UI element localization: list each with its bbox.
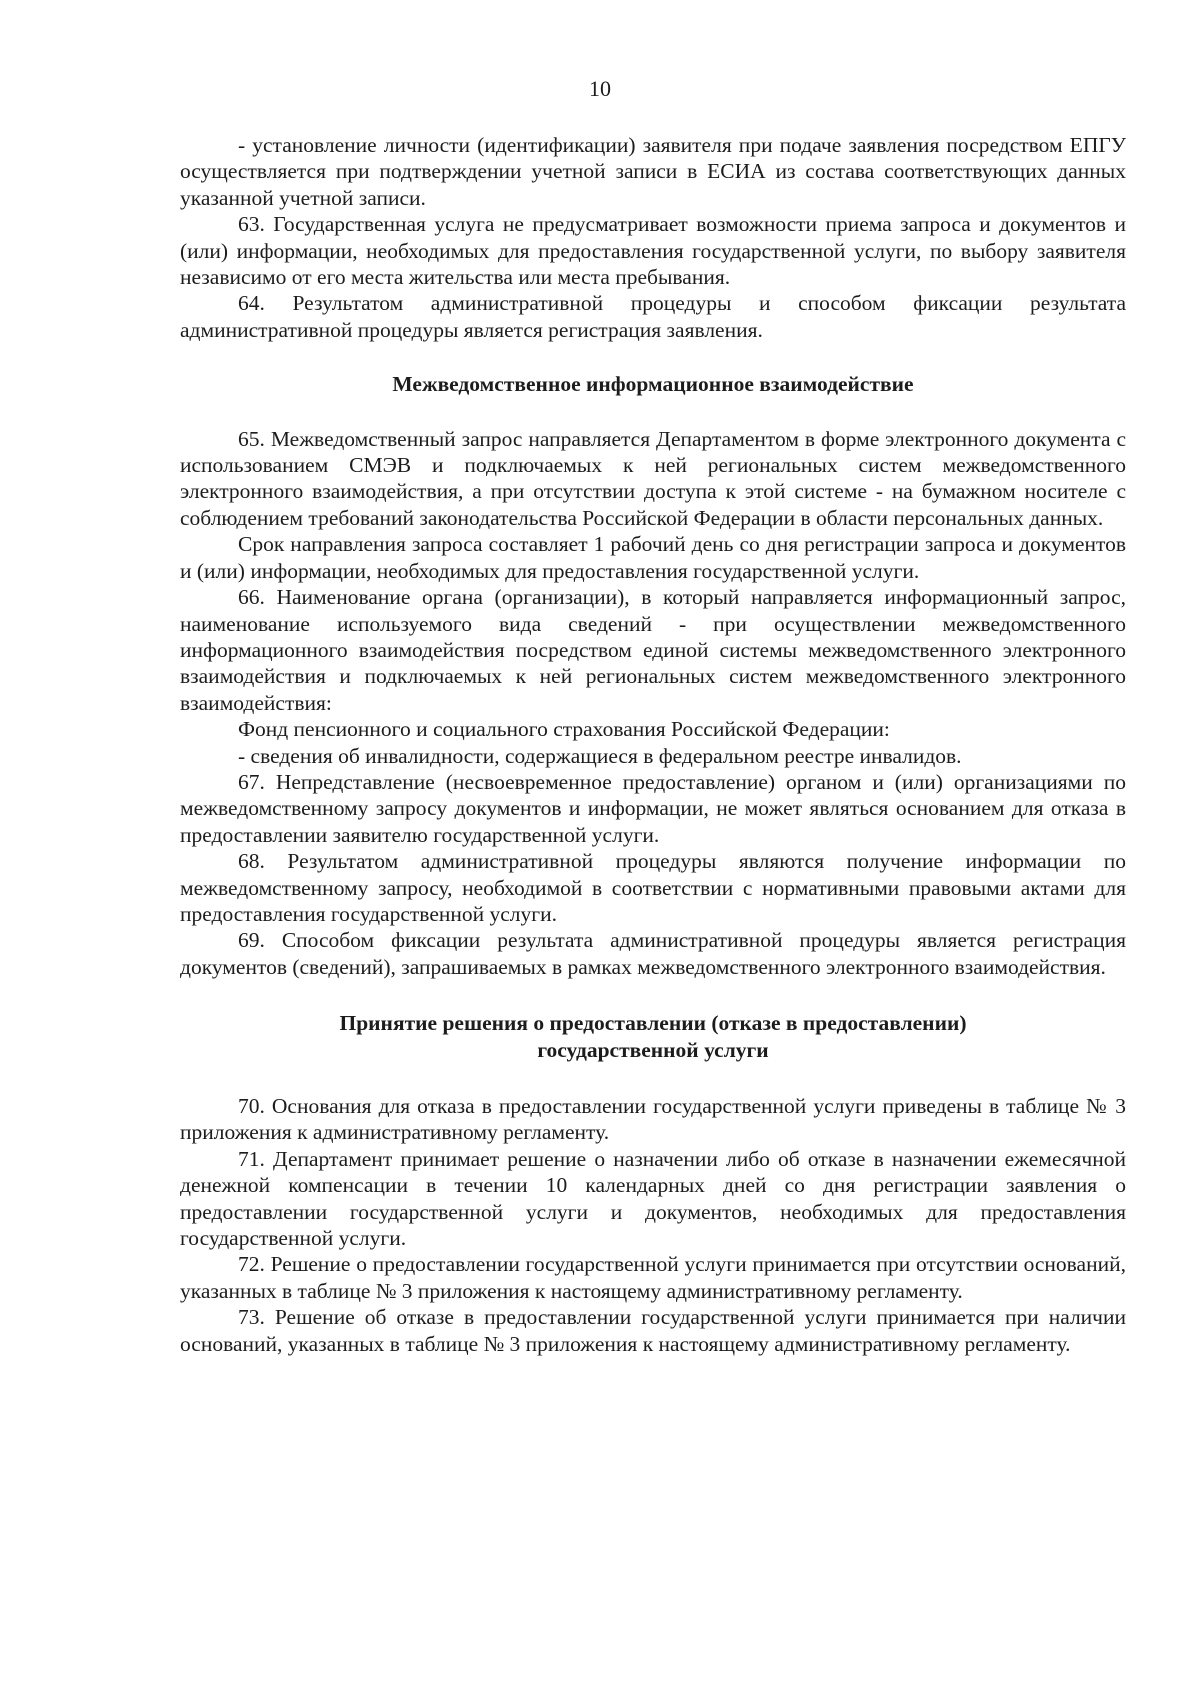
paragraph-65: 65. Межведомственный запрос направляется Департаментом в форме электронного документа с использованием СМЭВ и подключаемых к ней региональных систем межведомственного электронного взаимодействия, а при отсутствии доступа к этой системе - на бумажном носителе с соблюдением требований законодательства Российской Федерации в области персональных данных. bbox=[180, 426, 1126, 530]
paragraph-pension-fund: Фонд пенсионного и социального страхования Российской Федерации: bbox=[238, 717, 890, 742]
paragraph-69: 69. Способом фиксации результата административной процедуры является регистрация документов (сведений), запрашиваемых в рамках межведомственного электронного взаимодействия. bbox=[180, 928, 1126, 979]
paragraph-71: 71. Департамент принимает решение о назначении либо об отказе в назначении ежемесячной денежной компенсации в течении 10 календарных дней со дня регистрации заявления о предоставлении государственной услуги и документов, необходимых для предоставления государственной услуги. bbox=[180, 1146, 1126, 1251]
paragraph-68: 68. Результатом административной процедуры являются получение информации по межведомственному запросу, необходимой в соответствии с нормативными правовыми актами для предоставления государственной услуги. bbox=[180, 849, 1126, 926]
paragraph-67: 67. Непредставление (несвоевременное предоставление) органом и (или) организациями по межведомственному запросу документов и информации, не может являться основанием для отказа в предоставлении заявителю государственной услуги. bbox=[180, 769, 1126, 847]
section-heading-decision-line2: государственной услуги bbox=[537, 1037, 769, 1062]
paragraph-70: 70. Основания для отказа в предоставлении государственной услуги приведены в таблице № 3 приложения к административному регламенту. bbox=[180, 1094, 1126, 1145]
paragraph-64: 64. Результатом административной процедуры и способом фиксации результата административной процедуры является регистрация заявления. bbox=[180, 291, 1126, 342]
paragraph-disability-info: - сведения об инвалидности, содержащиеся в федеральном реестре инвалидов. bbox=[238, 743, 962, 768]
section-heading-decision-line1: Принятие решения о предоставлении (отказе в предоставлении) bbox=[339, 1011, 967, 1036]
section-heading-decision bbox=[180, 1010, 1126, 1063]
paragraph-identification: - установление личности (идентификации) заявителя при подаче заявления посредством ЕПГУ осуществляется при подтверждении учетной записи в ЕСИА из состава соответствующих данных указанной учетной записи. bbox=[180, 133, 1126, 210]
paragraph-66: 66. Наименование органа (организации), в который направляется информационный запрос, наименование используемого вида сведений - при осуществлении межведомственного информационного взаимодействия посредством единой системы межведомственного электронного взаимодействия и подключаемых к ней региональных систем межведомственного электронного взаимодействия: bbox=[180, 585, 1126, 715]
page-number: 10 bbox=[589, 76, 611, 101]
paragraph-63: 63. Государственная услуга не предусматривает возможности приема запроса и документов и (или) информации, необходимых для предоставления государственной услуги, по выбору заявителя независимо от его места жительства или места пребывания. bbox=[180, 212, 1126, 290]
paragraph-72: 72. Решение о предоставлении государственной услуги принимается при отсутствии оснований, указанных в таблице № 3 приложения к настоящему административному регламенту. bbox=[180, 1252, 1126, 1303]
section-heading-interagency: Межведомственное информационное взаимодействие bbox=[392, 372, 914, 397]
paragraph-request-deadline: Срок направления запроса составляет 1 рабочий день со дня регистрации запроса и документов и (или) информации, необходимых для предоставления государственной услуги. bbox=[180, 532, 1126, 583]
paragraph-73: 73. Решение об отказе в предоставлении государственной услуги принимается при наличии оснований, указанных в таблице № 3 приложения к настоящему административному регламенту. bbox=[180, 1305, 1126, 1356]
document-body bbox=[180, 132, 1126, 1357]
